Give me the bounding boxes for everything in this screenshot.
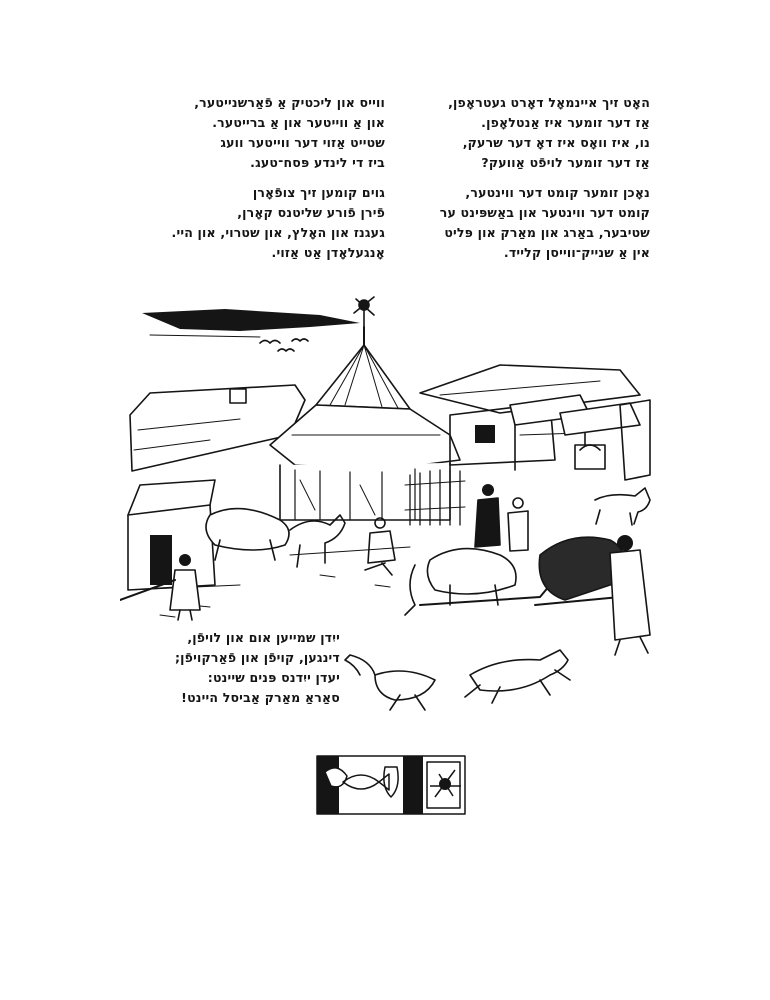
dog bbox=[465, 650, 570, 703]
poem-line: אַז דער זומער איז אַנטלאָפן. bbox=[481, 115, 650, 130]
poem-line: אין אַ שנייק־ווייסן קלייד. bbox=[503, 245, 650, 260]
poem-line: שטיבער, באַרג און מאַרק און פּליט bbox=[444, 225, 650, 240]
poem-line: אַז דער זומער לויפֿט אַוועק? bbox=[481, 155, 650, 170]
person-figure bbox=[365, 518, 395, 575]
person-figure bbox=[508, 498, 528, 551]
poem-line: גוים קומען זיך צופֿאָרן bbox=[252, 185, 385, 200]
poem-line: פֿירן פֿורע שליטנס קאָרן, bbox=[237, 205, 385, 220]
poem-line: געגנז און האָלץ, און שטרוי, און היי. bbox=[171, 225, 385, 240]
cloud-band bbox=[142, 309, 360, 331]
bird-icon bbox=[260, 341, 280, 344]
stanza-right-2 bbox=[400, 183, 650, 263]
stanza-left-2 bbox=[155, 183, 385, 263]
poem-line: ייִדן שמייען אום און לויפֿן, bbox=[187, 630, 340, 645]
stanza-bottom bbox=[120, 628, 340, 708]
bird-icon bbox=[278, 349, 294, 351]
stanza-left-1 bbox=[155, 93, 385, 173]
decorative-vignette bbox=[315, 752, 467, 818]
poem-line: ווייס און ליכטיק אַ פֿאַרשנייטער, bbox=[194, 95, 385, 110]
poem-line: אָנגעלאָדן אַט אַזוי. bbox=[271, 245, 385, 260]
bird-icon bbox=[292, 339, 308, 341]
poem-line: סאַראַ מאַרק אַביסל היינט! bbox=[181, 690, 340, 705]
poem-line: יעדן ייִדנס פּנים שיינט: bbox=[207, 670, 340, 685]
sleigh-horse bbox=[427, 549, 516, 594]
doorway bbox=[150, 535, 172, 585]
poem-line: נאָכן זומער קומט דער ווינטער, bbox=[465, 185, 650, 200]
person-figure bbox=[610, 535, 650, 655]
stanza-right-1 bbox=[420, 93, 650, 173]
poem-line: און אַ ווייטער און אַ ברייטער. bbox=[212, 115, 385, 130]
chimney bbox=[230, 389, 246, 403]
poem-line: נו, איז וואָס איז דאָ דער שרעק, bbox=[462, 135, 650, 150]
horse bbox=[290, 515, 345, 567]
poem-line: דינגען, קויפֿן און פֿאַרקויפֿן; bbox=[174, 650, 340, 665]
poem-line: האָט זיך איינמאָל דאָרט געטראָפן, bbox=[448, 95, 650, 110]
goat bbox=[595, 488, 650, 525]
goose bbox=[345, 655, 435, 710]
poem-line: קומט דער ווינטער און באַשפּינט ער bbox=[439, 205, 650, 220]
person-figure bbox=[475, 484, 500, 547]
poem-line: ביז די לינדע פּסח־טעג. bbox=[250, 155, 385, 170]
sky-streak bbox=[150, 335, 260, 337]
pavilion-upper-roof bbox=[316, 345, 410, 409]
poem-line: שטייט אַזוי דער ווייטער וועג bbox=[220, 135, 385, 150]
